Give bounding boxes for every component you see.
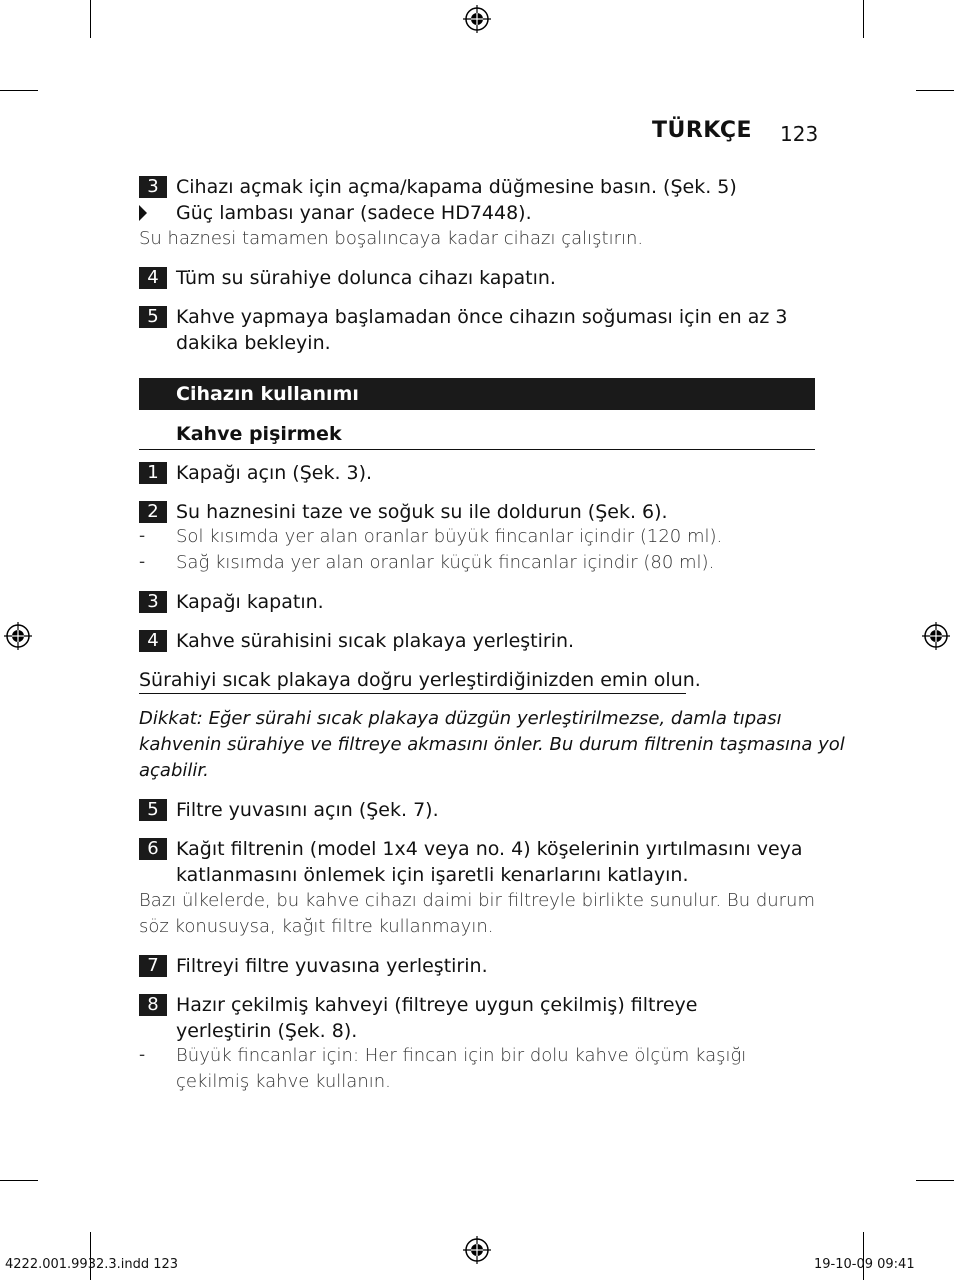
step-text: Filtre yuvasını açın (Şek. 7). — [176, 799, 439, 821]
crop-mark — [90, 1232, 91, 1280]
step-number: 4 — [139, 267, 167, 289]
list-item: Sol kısımda yer alan oranlar büyük fincanlar içindir (120 ml). — [176, 526, 723, 547]
registration-mark-icon — [463, 1236, 491, 1264]
step-number: 2 — [139, 501, 167, 523]
step-text: Kapağı kapatın. — [176, 591, 324, 613]
footer-file-info: 4222.001.9932.3.indd 123 — [5, 1257, 179, 1272]
crop-mark — [0, 90, 38, 91]
step-number: 3 — [139, 591, 167, 613]
step-text: dakika bekleyin. — [176, 332, 331, 354]
caution-text: açabilir. — [139, 760, 209, 781]
step-text: katlanmasını önlemek için işaretli kenarlarını katlayın. — [176, 864, 689, 886]
step-text: Tüm su sürahiye dolunca cihazı kapatın. — [176, 267, 556, 289]
registration-mark-icon — [4, 622, 32, 650]
dash-marker: - — [139, 1045, 146, 1065]
step-text: Kahve sürahisini sıcak plakaya yerleştirin. — [176, 630, 575, 652]
step-number: 5 — [139, 306, 167, 328]
dash-marker: - — [139, 552, 146, 572]
caution-text: kahvenin sürahiye ve filtreye akmasını önler. Bu durum filtrenin taşmasına yol — [139, 734, 845, 755]
step-text: Kahve yapmaya başlamadan önce cihazın soğuması için en az 3 — [176, 306, 788, 328]
step-text: Filtreyi filtre yuvasına yerleştirin. — [176, 955, 488, 977]
language-heading: TÜRKÇE — [652, 118, 753, 143]
step-number: 6 — [139, 838, 167, 860]
list-item: Büyük fincanlar için: Her fincan için bir dolu kahve ölçüm kaşığı — [176, 1045, 747, 1066]
step-text: Su haznesini taze ve soğuk su ile doldurun (Şek. 6). — [176, 501, 668, 523]
divider — [139, 449, 815, 450]
registration-mark-icon — [463, 5, 491, 33]
step-text: yerleştirin (Şek. 8). — [176, 1020, 358, 1042]
registration-mark-icon — [922, 622, 950, 650]
note-text: Su haznesi tamamen boşalıncaya kadar cihazı çalıştırın. — [139, 228, 644, 249]
step-number: 4 — [139, 630, 167, 652]
list-item: çekilmiş kahve kullanın. — [176, 1071, 391, 1092]
note-text: söz konusuysa, kağıt filtre kullanmayın. — [139, 916, 494, 937]
crop-mark — [90, 0, 91, 38]
step-text: Kapağı açın (Şek. 3). — [176, 462, 373, 484]
list-item: Sağ kısımda yer alan oranlar küçük fincanlar içindir (80 ml). — [176, 552, 715, 573]
step-text: Kağıt filtrenin (model 1x4 veya no. 4) köşelerinin yırtılmasını veya — [176, 838, 803, 860]
step-number: 3 — [139, 176, 167, 198]
step-number: 7 — [139, 955, 167, 977]
crop-mark — [916, 1180, 954, 1181]
step-number: 5 — [139, 799, 167, 821]
page-number: 123 — [780, 122, 819, 146]
underline-rule — [139, 693, 686, 694]
result-arrow-icon — [139, 205, 147, 221]
dash-marker: - — [139, 526, 146, 546]
crop-mark — [0, 1180, 38, 1181]
step-text: Hazır çekilmiş kahveyi (filtreye uygun çekilmiş) filtreye — [176, 994, 698, 1016]
crop-mark — [916, 90, 954, 91]
result-text: Güç lambası yanar (sadece HD7448). — [176, 202, 532, 224]
step-number: 1 — [139, 462, 167, 484]
important-note: Sürahiyi sıcak plakaya doğru yerleştirdiğinizden emin olun. — [139, 669, 701, 691]
crop-mark — [863, 0, 864, 38]
step-text: Cihazı açmak için açma/kapama düğmesine basın. (Şek. 5) — [176, 176, 737, 198]
subsection-title: Kahve pişirmek — [176, 423, 342, 445]
note-text: Bazı ülkelerde, bu kahve cihazı daimi bir filtreyle birlikte sunulur. Bu durum — [139, 890, 816, 911]
step-number: 8 — [139, 994, 167, 1016]
caution-text: Dikkat: Eğer sürahi sıcak plakaya düzgün yerleştirilmezse, damla tıpası — [139, 708, 782, 729]
section-title: Cihazın kullanımı — [176, 383, 359, 405]
footer-timestamp: 19-10-09 09:41 — [814, 1257, 915, 1272]
crop-mark — [863, 1232, 864, 1280]
